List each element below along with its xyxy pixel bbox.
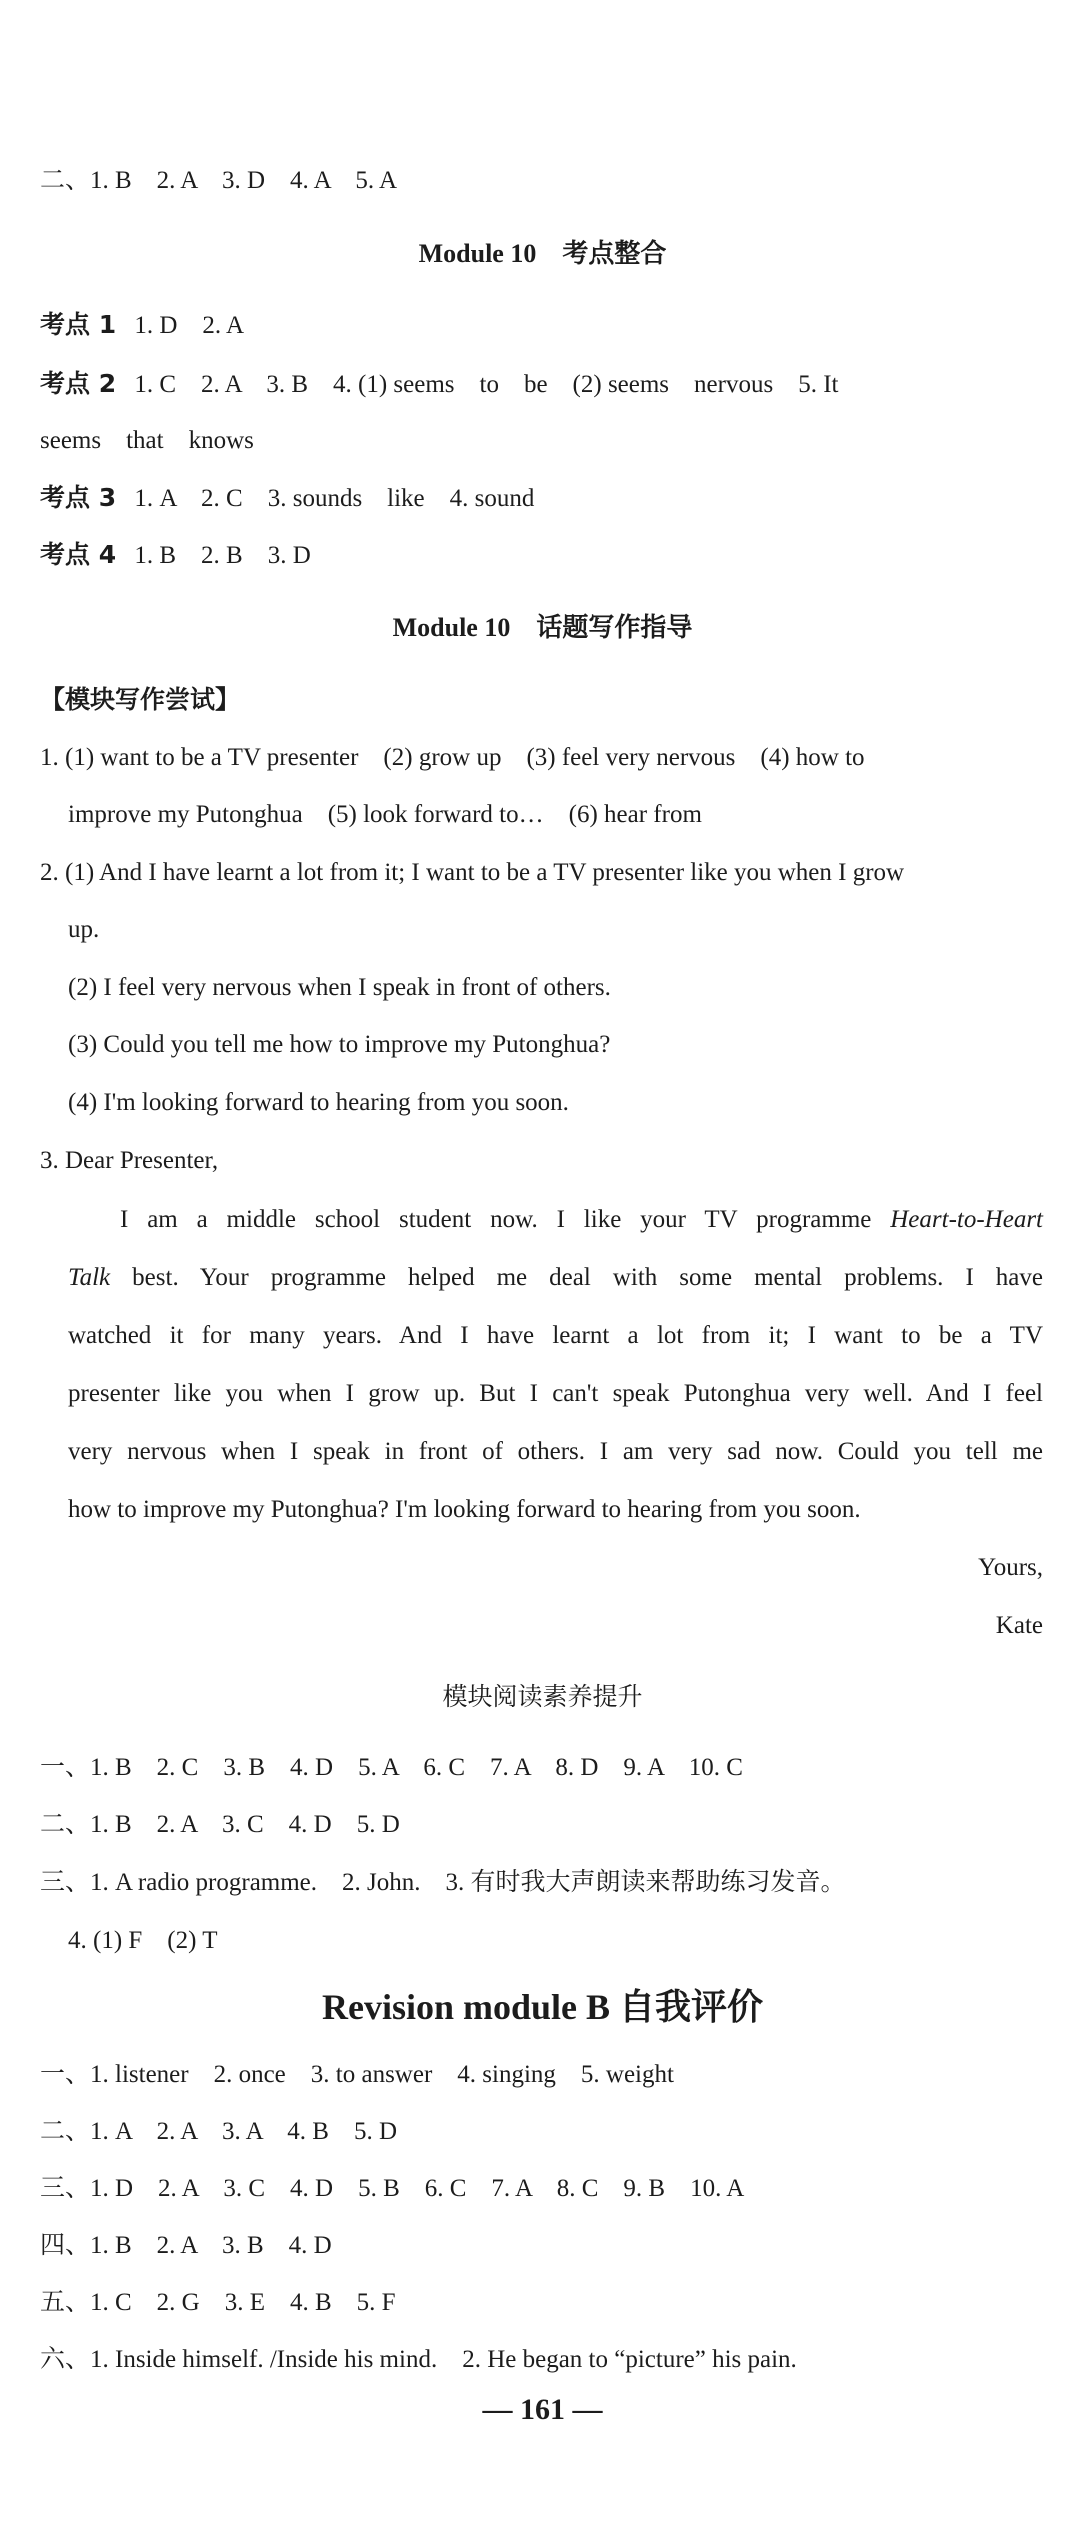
writing-q1-line: 1. (1) want to be a TV presenter (2) grow up (3) feel very nervous (4) how to xyxy=(40,744,865,771)
writing-q2-line: 2. (1) And I have learnt a lot from it; I want to be a TV presenter like you when I grow xyxy=(40,859,905,886)
kaodian-answers: 1. D 2. A xyxy=(134,312,245,339)
revision-answers: 三、1. D 2. A 3. C 4. D 5. B 6. C 7. A 8. C 9. B 10. A xyxy=(40,2175,745,2202)
kaodian-2-continued: seems that knows xyxy=(40,427,254,454)
writing-subheading: 【模块写作尝试】 xyxy=(40,685,241,714)
reading-answers: 二、1. B 2. A 3. C 4. D 5. D xyxy=(40,1811,400,1838)
kaodian-label: 考点 3 xyxy=(40,483,117,512)
programme-title: Heart-to-Heart xyxy=(890,1206,1043,1233)
section-heading-kaodian: Module 10 考点整合 xyxy=(418,239,667,268)
essay-line: presenter like you when I grow up. But I can't speak Putonghua very well. And I feel xyxy=(68,1380,1043,1407)
writing-q2-line: (4) I'm looking forward to hearing from you soon. xyxy=(68,1089,569,1116)
reading-answers: 三、1. A radio programme. 2. John. 3. 有时我大声朗读来帮助练习发音。 xyxy=(40,1869,846,1896)
revision-answers: 五、1. C 2. G 3. E 4. B 5. F xyxy=(40,2289,396,2316)
section-heading-reading: 模块阅读素养提升 xyxy=(442,1682,643,1711)
writing-q1-line: improve my Putonghua (5) look forward to… (6) hear from xyxy=(68,801,702,828)
kaodian-answers: 1. A 2. C 3. sounds like 4. sound xyxy=(134,485,535,512)
essay-line: watched it for many years. And I have learnt a lot from it; I want to be a TV xyxy=(68,1322,1043,1349)
kaodian-answers: 1. B 2. B 3. D xyxy=(134,542,311,569)
revision-answers: 六、1. Inside himself. /Inside his mind. 2. He began to “picture” his pain. xyxy=(40,2346,797,2373)
essay-line: how to improve my Putonghua? I'm looking forward to hearing from you soon. xyxy=(68,1496,861,1523)
reading-answers: 一、1. B 2. C 3. B 4. D 5. A 6. C 7. A 8. D 9. A 10. C xyxy=(40,1754,743,1781)
writing-q2-line: (2) I feel very nervous when I speak in front of others. xyxy=(68,974,611,1001)
programme-title: Talk xyxy=(68,1264,111,1291)
reading-answers: 4. (1) F (2) T xyxy=(68,1927,218,1954)
essay-salutation: 3. Dear Presenter, xyxy=(40,1147,219,1174)
essay-text: best. Your programme helped me deal with some mental problems. I have xyxy=(110,1264,1043,1291)
page-number: — 161 — xyxy=(482,2393,603,2426)
revision-title: Revision module B 自我评价 xyxy=(321,1987,764,2027)
kaodian-2 xyxy=(40,367,1043,402)
revision-answers: 一、1. listener 2. once 3. to answer 4. singing 5. weight xyxy=(40,2061,674,2088)
kaodian-3 xyxy=(40,481,1043,516)
kaodian-label: 考点 1 xyxy=(40,310,117,339)
writing-q2-line: up. xyxy=(68,916,100,943)
essay-closing: Yours, xyxy=(978,1554,1043,1581)
essay-line: very nervous when I speak in front of others. I am very sad now. Could you tell me xyxy=(68,1438,1043,1465)
essay-text: I am a middle school student now. I like your TV programme xyxy=(120,1206,891,1233)
writing-q2-line: (3) Could you tell me how to improve my Putonghua? xyxy=(68,1031,611,1058)
essay-line xyxy=(120,1203,1043,1237)
section-heading-writing: Module 10 话题写作指导 xyxy=(392,613,693,642)
kaodian-4 xyxy=(40,538,1043,573)
kaodian-label: 考点 2 xyxy=(40,369,117,398)
answer-line: 二、1. B 2. A 3. D 4. A 5. A xyxy=(40,167,397,194)
revision-answers: 二、1. A 2. A 3. A 4. B 5. D xyxy=(40,2118,397,2145)
essay-signature: Kate xyxy=(995,1612,1043,1639)
revision-answers: 四、1. B 2. A 3. B 4. D xyxy=(40,2232,332,2259)
essay-line xyxy=(68,1261,1043,1295)
kaodian-answers: 1. C 2. A 3. B 4. (1) seems to be (2) seems nervous 5. It xyxy=(134,371,839,398)
kaodian-label: 考点 4 xyxy=(40,540,117,569)
kaodian-1 xyxy=(40,308,1043,343)
